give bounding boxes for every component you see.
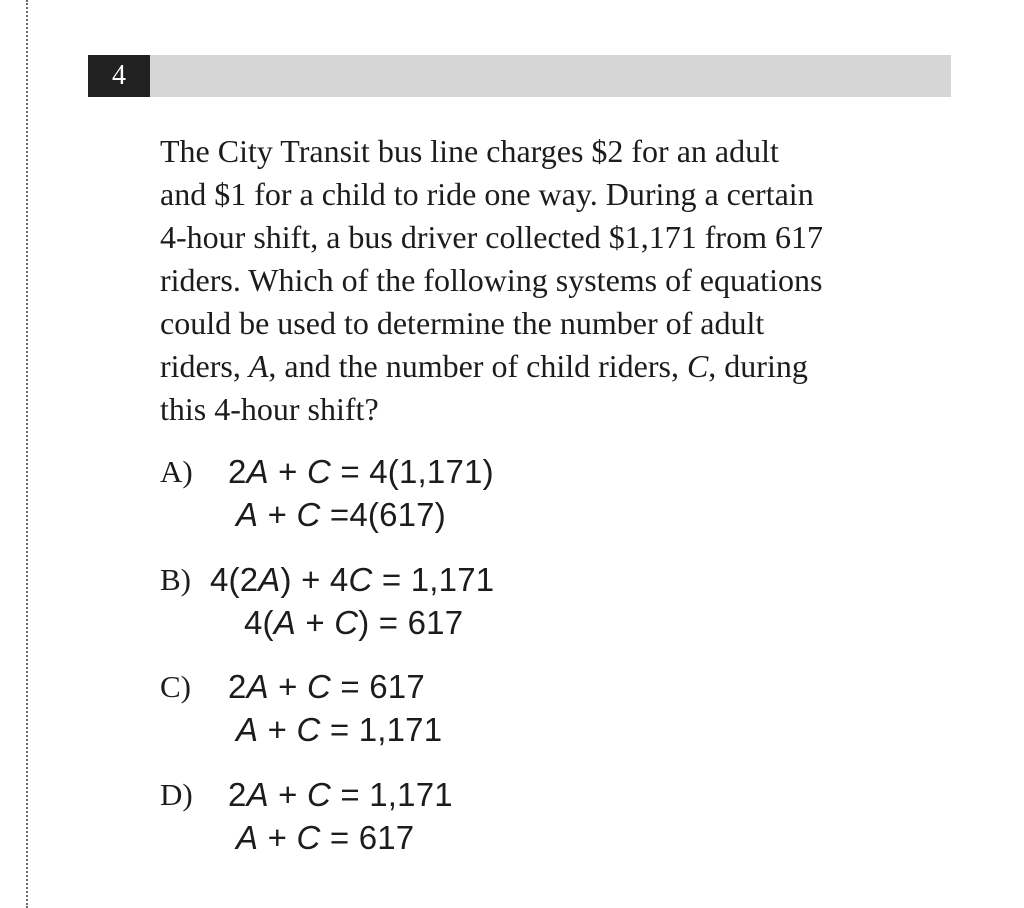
question-header-bar [88,55,951,97]
choice-a-equation-1[interactable]: 2A + C = 4(1,171) [228,453,494,490]
choice-b-equation-2[interactable]: 4(A + C) = 617 [244,604,464,641]
stem-line: The City Transit bus line charges $2 for an adult [160,133,779,169]
choice-b-equation-1[interactable]: 4(2A) + 4C = 1,171 [210,561,495,598]
choice-c-equation-2[interactable]: A + C = 1,171 [236,711,443,748]
stem-line: this 4-hour shift? [160,391,379,427]
choice-a-letter[interactable]: A) [160,454,193,489]
choice-b-letter[interactable]: B) [160,562,191,597]
choice-a-equation-2[interactable]: A + C =4(617) [236,496,446,533]
choice-c-letter[interactable]: C) [160,669,191,704]
choice-d-equation-2[interactable]: A + C = 617 [236,819,415,856]
stem-line: riders, A, and the number of child riders, C, during [160,348,808,384]
question-number: 4 [88,55,150,97]
question-stem [160,130,960,431]
stem-line: and $1 for a child to ride one way. During a certain [160,176,814,212]
stem-line: could be used to determine the number of adult [160,305,765,341]
choice-d-letter[interactable]: D) [160,777,193,812]
page-margin-rule [26,0,28,908]
choice-c-equation-1[interactable]: 2A + C = 617 [228,668,425,705]
stem-line: 4-hour shift, a bus driver collected $1,171 from 617 [160,219,823,255]
stem-line: riders. Which of the following systems of equations [160,262,823,298]
choice-d-equation-1[interactable]: 2A + C = 1,171 [228,776,453,813]
